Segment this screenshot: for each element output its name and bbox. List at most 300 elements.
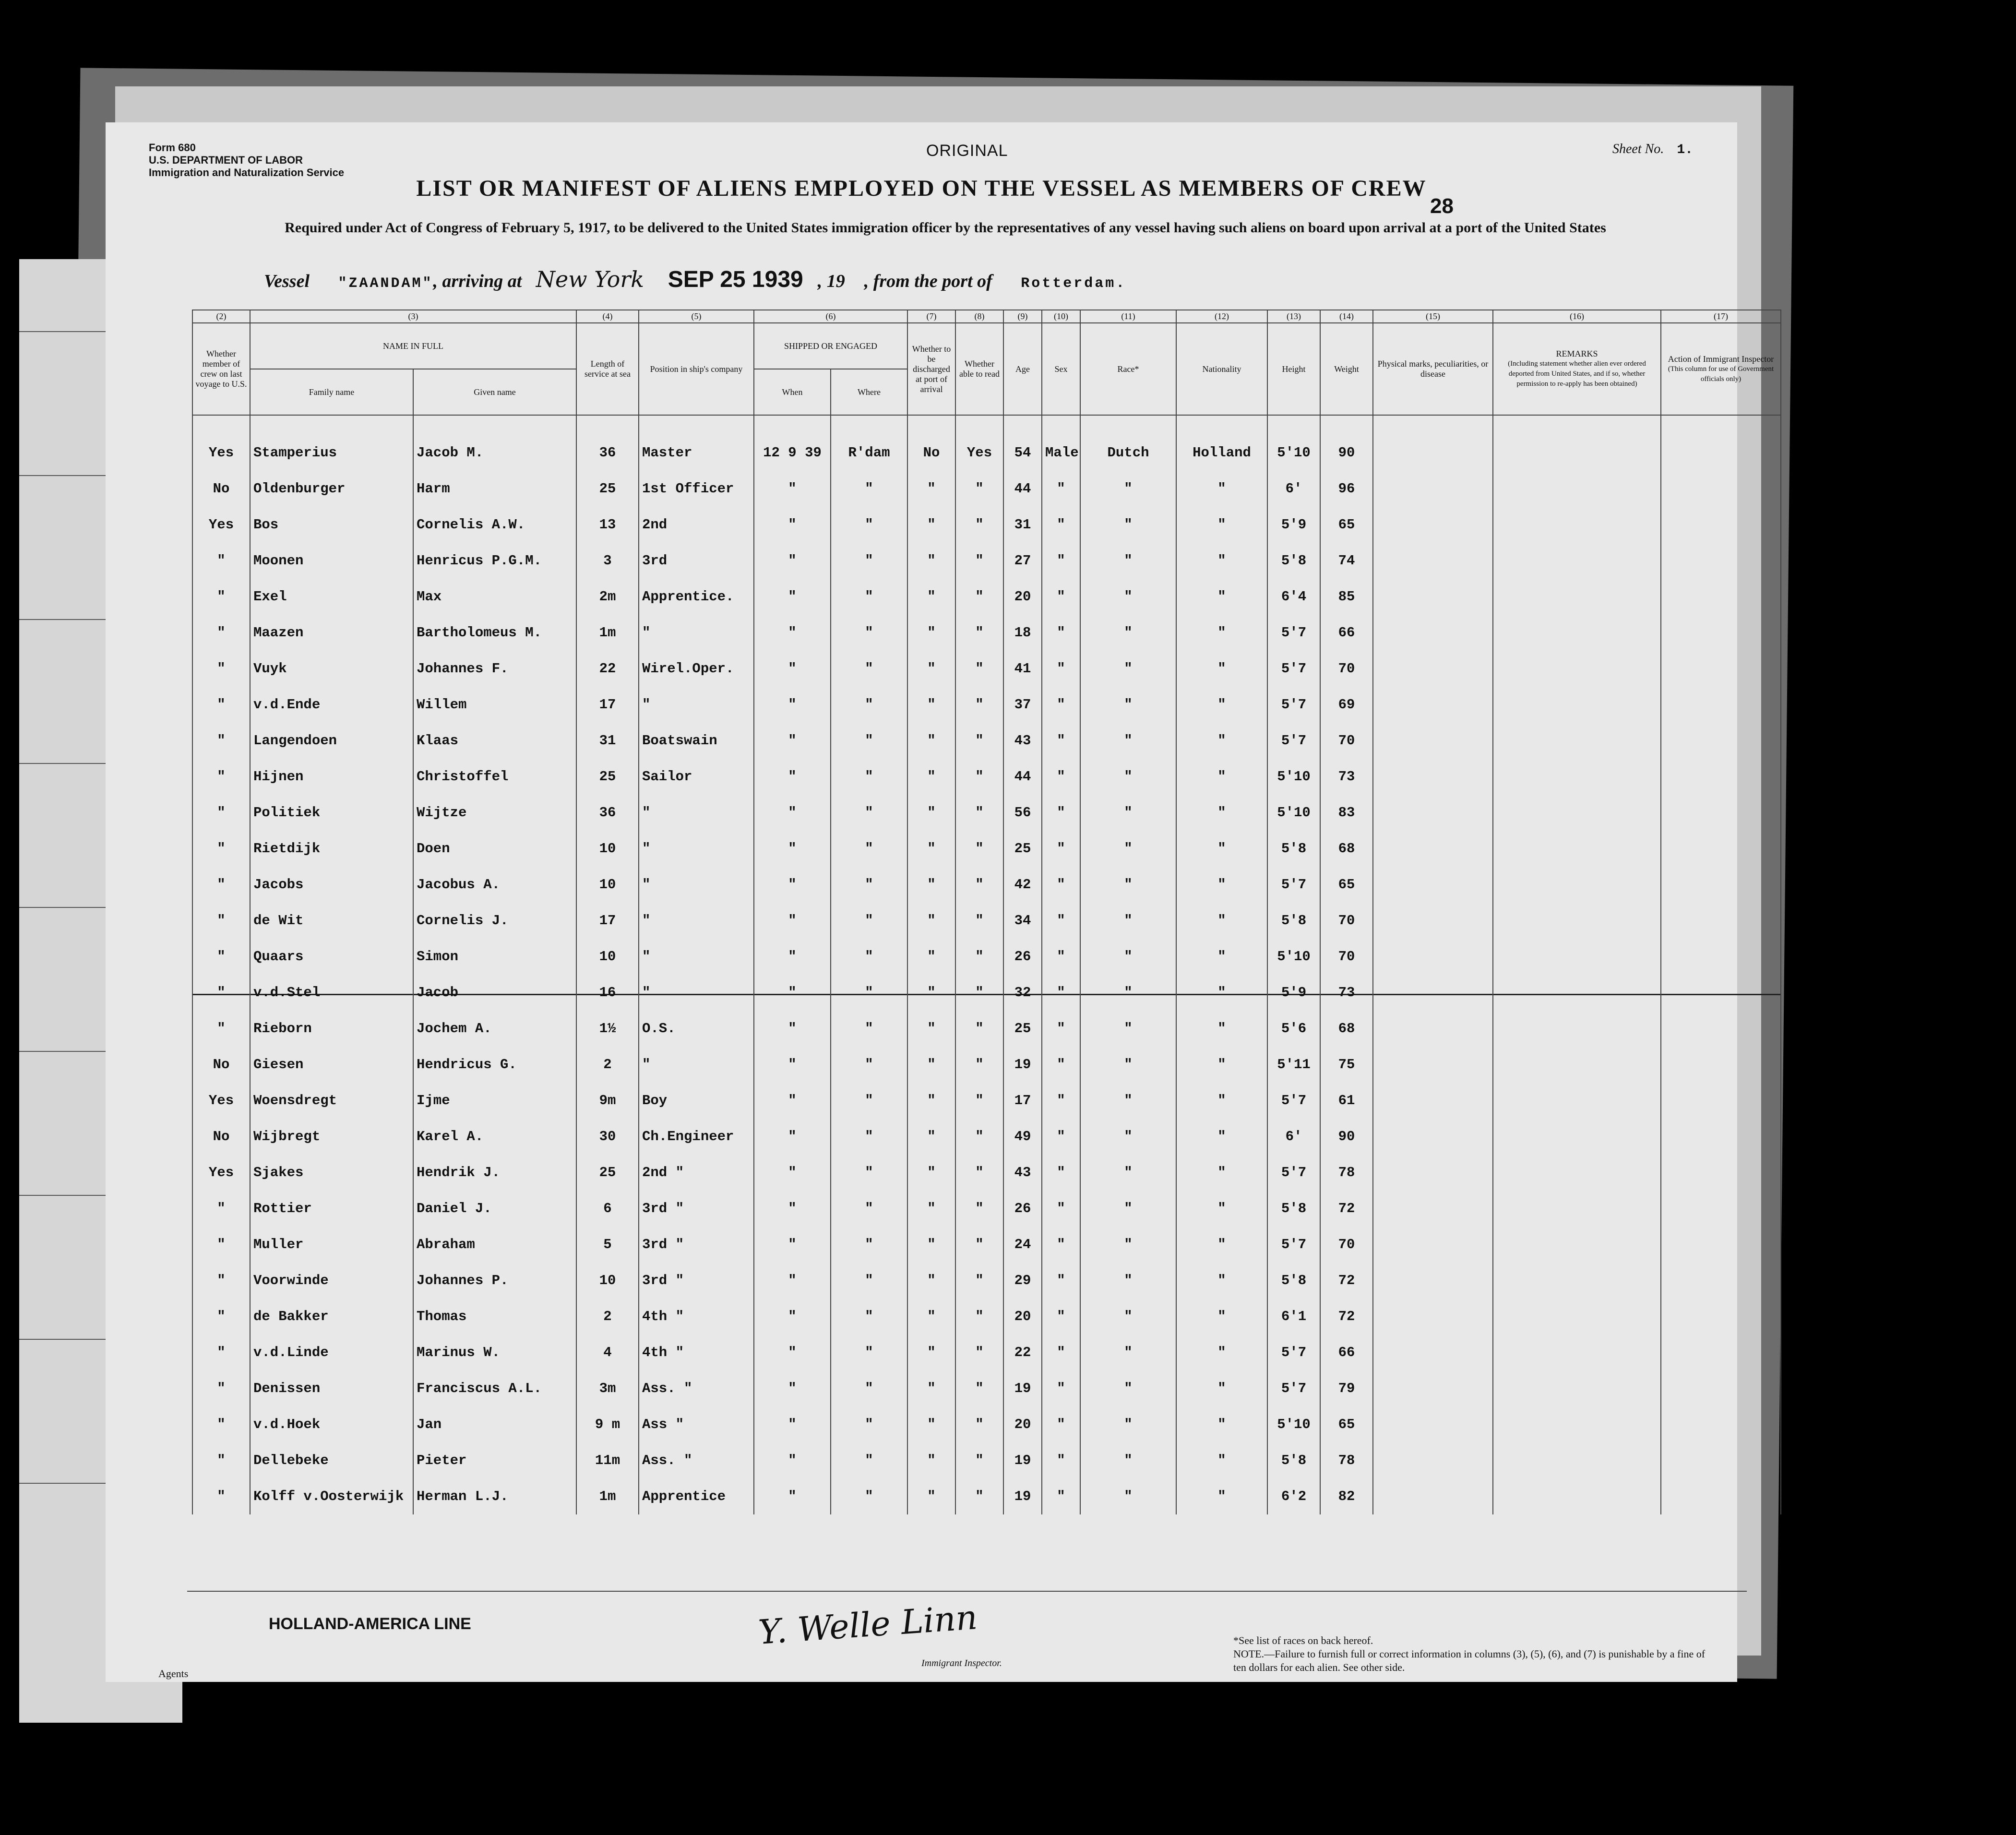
- cell-height: 6': [1267, 1119, 1320, 1155]
- cell-where: ": [831, 975, 907, 1011]
- cell-age: 32: [1003, 975, 1042, 1011]
- cell-nationality: ": [1176, 1047, 1267, 1083]
- header-action: [1661, 323, 1781, 415]
- cell-age: 20: [1003, 579, 1042, 615]
- cell-empty: [1373, 723, 1493, 759]
- cell-age: 19: [1003, 1478, 1042, 1514]
- cell-voyage: No: [192, 1047, 250, 1083]
- cell-discharged: ": [907, 975, 955, 1011]
- cell-when: ": [754, 795, 831, 831]
- agents-label: Agents: [158, 1668, 189, 1680]
- cell-empty: [1493, 615, 1661, 651]
- cell-where: ": [831, 759, 907, 795]
- cell-discharged: ": [907, 831, 955, 867]
- cell-read: ": [955, 1047, 1003, 1083]
- cell-when: ": [754, 903, 831, 939]
- cell-nationality: ": [1176, 1263, 1267, 1299]
- cell-empty: [1661, 723, 1781, 759]
- cell-nationality: ": [1176, 1406, 1267, 1442]
- cell-service: 10: [576, 1263, 639, 1299]
- cell-age: 29: [1003, 1263, 1042, 1299]
- crew-row: [192, 975, 1781, 1011]
- col-num: (13): [1267, 310, 1320, 323]
- cell-nationality: ": [1176, 939, 1267, 975]
- cell-service: 36: [576, 795, 639, 831]
- cell-service: 13: [576, 507, 639, 543]
- cell-weight: 85: [1320, 579, 1373, 615]
- cell-read: ": [955, 723, 1003, 759]
- department-name: U.S. DEPARTMENT OF LABOR: [149, 154, 303, 166]
- from-port: Rotterdam.: [1021, 275, 1127, 292]
- cell-nationality: ": [1176, 1191, 1267, 1227]
- cell-empty: [1493, 1011, 1661, 1047]
- cell-empty: [1493, 759, 1661, 795]
- cell-weight: 90: [1320, 415, 1373, 471]
- cell-read: ": [955, 1155, 1003, 1191]
- header-nationality: Nationality: [1176, 323, 1267, 415]
- col-num: (14): [1320, 310, 1373, 323]
- cell-family: Rietdijk: [250, 831, 413, 867]
- cell-nationality: ": [1176, 1119, 1267, 1155]
- crew-row: [192, 543, 1781, 579]
- cell-race: ": [1080, 1047, 1176, 1083]
- cell-family: Hijnen: [250, 759, 413, 795]
- cell-sex: ": [1042, 1227, 1080, 1263]
- cell-position: ": [639, 687, 754, 723]
- cell-when: ": [754, 651, 831, 687]
- cell-empty: [1493, 507, 1661, 543]
- cell-read: ": [955, 975, 1003, 1011]
- cell-where: ": [831, 1442, 907, 1478]
- cell-empty: [1661, 471, 1781, 507]
- cell-service: 10: [576, 939, 639, 975]
- cell-nationality: ": [1176, 579, 1267, 615]
- cell-weight: 65: [1320, 1406, 1373, 1442]
- cell-given: Pieter: [413, 1442, 576, 1478]
- cell-where: ": [831, 903, 907, 939]
- from-label: , from the port of: [864, 271, 992, 291]
- cell-weight: 69: [1320, 687, 1373, 723]
- header-height: Height: [1267, 323, 1320, 415]
- crew-row: [192, 651, 1781, 687]
- cell-discharged: ": [907, 795, 955, 831]
- cell-age: 24: [1003, 1227, 1042, 1263]
- crew-row: [192, 1155, 1781, 1191]
- cell-nationality: ": [1176, 903, 1267, 939]
- cell-empty: [1373, 795, 1493, 831]
- form-number: Form 680: [149, 142, 196, 154]
- cell-empty: [1493, 687, 1661, 723]
- cell-sex: Male: [1042, 415, 1080, 471]
- cell-race: ": [1080, 1119, 1176, 1155]
- header-shipped-engaged: SHIPPED OR ENGAGED: [754, 323, 907, 369]
- cell-when: ": [754, 759, 831, 795]
- cell-when: ": [754, 1406, 831, 1442]
- cell-nationality: ": [1176, 651, 1267, 687]
- cell-age: 20: [1003, 1299, 1042, 1335]
- cell-read: ": [955, 1119, 1003, 1155]
- cell-given: Hendricus G.: [413, 1047, 576, 1083]
- cell-position: ": [639, 975, 754, 1011]
- cell-position: 3rd ": [639, 1191, 754, 1227]
- cell-sex: ": [1042, 1335, 1080, 1370]
- cell-weight: 75: [1320, 1047, 1373, 1083]
- cell-empty: [1493, 543, 1661, 579]
- crew-row: [192, 1047, 1781, 1083]
- cell-voyage: Yes: [192, 507, 250, 543]
- cell-service: 11m: [576, 1442, 639, 1478]
- cell-where: ": [831, 1406, 907, 1442]
- cell-empty: [1373, 1011, 1493, 1047]
- cell-empty: [1373, 579, 1493, 615]
- cell-race: ": [1080, 723, 1176, 759]
- header-name-in-full: NAME IN FULL: [250, 323, 576, 369]
- cell-age: 44: [1003, 471, 1042, 507]
- cell-given: Simon: [413, 939, 576, 975]
- cell-family: Moonen: [250, 543, 413, 579]
- cell-voyage: Yes: [192, 415, 250, 471]
- cell-discharged: ": [907, 1370, 955, 1406]
- header-discharged: Whether to be discharged at port of arrival: [907, 323, 955, 415]
- cell-position: Apprentice.: [639, 579, 754, 615]
- cell-sex: ": [1042, 1011, 1080, 1047]
- cell-given: Harm: [413, 471, 576, 507]
- cell-family: Politiek: [250, 795, 413, 831]
- cell-position: Master: [639, 415, 754, 471]
- cell-empty: [1493, 1119, 1661, 1155]
- cell-empty: [1493, 1227, 1661, 1263]
- cell-position: Boy: [639, 1083, 754, 1119]
- crew-row: [192, 759, 1781, 795]
- header-weight: Weight: [1320, 323, 1373, 415]
- cell-height: 6'1: [1267, 1299, 1320, 1335]
- crew-row: [192, 1263, 1781, 1299]
- cell-height: 5'7: [1267, 615, 1320, 651]
- cell-nationality: ": [1176, 543, 1267, 579]
- cell-weight: 96: [1320, 471, 1373, 507]
- cell-height: 5'7: [1267, 723, 1320, 759]
- cell-empty: [1661, 1227, 1781, 1263]
- inspector-label: Immigrant Inspector.: [921, 1658, 1002, 1668]
- cell-empty: [1493, 1406, 1661, 1442]
- cell-empty: [1661, 1263, 1781, 1299]
- cell-given: Doen: [413, 831, 576, 867]
- cell-race: ": [1080, 939, 1176, 975]
- cell-age: 18: [1003, 615, 1042, 651]
- arriving-port: New York: [536, 266, 644, 292]
- cell-empty: [1661, 1083, 1781, 1119]
- cell-weight: 72: [1320, 1299, 1373, 1335]
- crew-row: [192, 1011, 1781, 1047]
- cell-family: Maazen: [250, 615, 413, 651]
- cell-weight: 65: [1320, 507, 1373, 543]
- cell-voyage: ": [192, 1011, 250, 1047]
- header-able-read: Whether able to read: [955, 323, 1003, 415]
- cell-empty: [1661, 507, 1781, 543]
- cell-when: ": [754, 867, 831, 903]
- cell-when: ": [754, 471, 831, 507]
- cell-nationality: ": [1176, 1299, 1267, 1335]
- manifest-sheet: [106, 122, 1774, 1682]
- cell-weight: 82: [1320, 1478, 1373, 1514]
- header-family-name: Family name: [250, 369, 413, 415]
- cell-weight: 65: [1320, 867, 1373, 903]
- cell-position: 2nd ": [639, 1155, 754, 1191]
- cell-discharged: ": [907, 615, 955, 651]
- remarks-title: REMARKS: [1556, 349, 1598, 358]
- vessel-name: "ZAANDAM": [338, 275, 433, 292]
- cell-service: 4: [576, 1335, 639, 1370]
- col-num: (3): [250, 310, 576, 323]
- cell-service: 17: [576, 687, 639, 723]
- cell-family: de Wit: [250, 903, 413, 939]
- cell-empty: [1373, 1406, 1493, 1442]
- crew-row: [192, 615, 1781, 651]
- sheet-number: [1612, 142, 1693, 157]
- cell-given: Jacob: [413, 975, 576, 1011]
- cell-family: Woensdregt: [250, 1083, 413, 1119]
- cell-position: Wirel.Oper.: [639, 651, 754, 687]
- cell-discharged: ": [907, 1083, 955, 1119]
- crew-row: [192, 507, 1781, 543]
- footer-notes: [1233, 1634, 1713, 1674]
- cell-height: 5'7: [1267, 1370, 1320, 1406]
- col-num: (12): [1176, 310, 1267, 323]
- cell-position: Apprentice: [639, 1478, 754, 1514]
- cell-nationality: ": [1176, 795, 1267, 831]
- cell-nationality: ": [1176, 471, 1267, 507]
- cell-family: Stamperius: [250, 415, 413, 471]
- cell-family: Muller: [250, 1227, 413, 1263]
- cell-voyage: ": [192, 687, 250, 723]
- cell-empty: [1373, 1299, 1493, 1335]
- cell-read: ": [955, 651, 1003, 687]
- cell-race: ": [1080, 795, 1176, 831]
- cell-voyage: ": [192, 903, 250, 939]
- cell-position: O.S.: [639, 1011, 754, 1047]
- cell-where: ": [831, 867, 907, 903]
- cell-given: Wijtze: [413, 795, 576, 831]
- cell-empty: [1373, 507, 1493, 543]
- cell-height: 5'7: [1267, 1155, 1320, 1191]
- cell-height: 5'10: [1267, 759, 1320, 795]
- cell-empty: [1373, 415, 1493, 471]
- cell-voyage: ": [192, 579, 250, 615]
- cell-empty: [1493, 1478, 1661, 1514]
- cell-family: Exel: [250, 579, 413, 615]
- cell-service: 10: [576, 867, 639, 903]
- cell-height: 5'8: [1267, 1191, 1320, 1227]
- cell-discharged: ": [907, 1155, 955, 1191]
- action-note: (This column for use of Government officials only): [1668, 365, 1774, 383]
- cell-empty: [1493, 1047, 1661, 1083]
- cell-empty: [1493, 1335, 1661, 1370]
- cell-empty: [1493, 415, 1661, 471]
- cell-nationality: ": [1176, 975, 1267, 1011]
- cell-empty: [1661, 579, 1781, 615]
- crew-row: [192, 1119, 1781, 1155]
- cell-sex: ": [1042, 795, 1080, 831]
- cell-sex: ": [1042, 651, 1080, 687]
- cell-discharged: ": [907, 543, 955, 579]
- cell-family: Kolff v.Oosterwijk: [250, 1478, 413, 1514]
- cell-sex: ": [1042, 1442, 1080, 1478]
- cell-sex: ": [1042, 615, 1080, 651]
- cell-when: ": [754, 1227, 831, 1263]
- cell-given: Willem: [413, 687, 576, 723]
- cell-discharged: ": [907, 1119, 955, 1155]
- cell-sex: ": [1042, 759, 1080, 795]
- cell-service: 22: [576, 651, 639, 687]
- cell-where: ": [831, 1263, 907, 1299]
- cell-weight: 68: [1320, 831, 1373, 867]
- cell-when: ": [754, 507, 831, 543]
- cell-where: ": [831, 1083, 907, 1119]
- cell-family: v.d.Ende: [250, 687, 413, 723]
- cell-position: ": [639, 903, 754, 939]
- cell-empty: [1373, 1478, 1493, 1514]
- cell-race: ": [1080, 759, 1176, 795]
- cell-age: 20: [1003, 1406, 1042, 1442]
- cell-where: ": [831, 1119, 907, 1155]
- cell-nationality: ": [1176, 687, 1267, 723]
- cell-race: ": [1080, 471, 1176, 507]
- cell-empty: [1373, 867, 1493, 903]
- cell-weight: 70: [1320, 1227, 1373, 1263]
- cell-sex: ": [1042, 1299, 1080, 1335]
- cell-given: Bartholomeus M.: [413, 615, 576, 651]
- cell-when: 12 9 39: [754, 415, 831, 471]
- cell-voyage: ": [192, 831, 250, 867]
- cell-sex: ": [1042, 1191, 1080, 1227]
- cell-height: 5'8: [1267, 1442, 1320, 1478]
- cell-given: Jan: [413, 1406, 576, 1442]
- cell-discharged: ": [907, 759, 955, 795]
- crew-row: [192, 831, 1781, 867]
- cell-race: ": [1080, 1083, 1176, 1119]
- cell-height: 5'7: [1267, 1335, 1320, 1370]
- cell-read: Yes: [955, 415, 1003, 471]
- cell-where: ": [831, 687, 907, 723]
- cell-position: ": [639, 615, 754, 651]
- cell-race: ": [1080, 687, 1176, 723]
- crew-row: [192, 687, 1781, 723]
- cell-service: 25: [576, 759, 639, 795]
- cell-family: Langendoen: [250, 723, 413, 759]
- cell-nationality: ": [1176, 615, 1267, 651]
- cell-age: 56: [1003, 795, 1042, 831]
- footer-divider: [187, 1591, 1747, 1592]
- cell-nationality: ": [1176, 867, 1267, 903]
- cell-empty: [1373, 1227, 1493, 1263]
- cell-empty: [1661, 903, 1781, 939]
- cell-empty: [1661, 1011, 1781, 1047]
- cell-weight: 68: [1320, 1011, 1373, 1047]
- cell-sex: ": [1042, 507, 1080, 543]
- cell-empty: [1661, 867, 1781, 903]
- cell-height: 6': [1267, 471, 1320, 507]
- crew-row: [192, 1478, 1781, 1514]
- inspector-signature: Y. Welle Linn: [757, 1597, 979, 1652]
- cell-empty: [1661, 1370, 1781, 1406]
- cell-sex: ": [1042, 1083, 1080, 1119]
- cell-voyage: ": [192, 1406, 250, 1442]
- cell-empty: [1493, 831, 1661, 867]
- cell-age: 34: [1003, 903, 1042, 939]
- cell-nationality: ": [1176, 831, 1267, 867]
- crew-row: [192, 1191, 1781, 1227]
- cell-when: ": [754, 1155, 831, 1191]
- cell-family: Oldenburger: [250, 471, 413, 507]
- cell-nationality: ": [1176, 1227, 1267, 1263]
- header-physical-marks: Physical marks, peculiarities, or disease: [1373, 323, 1493, 415]
- cell-read: ": [955, 795, 1003, 831]
- cell-empty: [1373, 543, 1493, 579]
- cell-height: 6'4: [1267, 579, 1320, 615]
- cell-when: ": [754, 1478, 831, 1514]
- document-title: LIST OR MANIFEST OF ALIENS EMPLOYED ON THE VESSEL AS MEMBERS OF CREW: [416, 176, 1427, 201]
- cell-position: Ch.Engineer: [639, 1119, 754, 1155]
- header-race: Race*: [1080, 323, 1176, 415]
- cell-empty: [1373, 687, 1493, 723]
- cell-read: ": [955, 687, 1003, 723]
- date-stamp: SEP 25 1939: [668, 267, 803, 292]
- cell-empty: [1373, 1119, 1493, 1155]
- cell-age: 26: [1003, 1191, 1042, 1227]
- cell-empty: [1493, 975, 1661, 1011]
- cell-sex: ": [1042, 723, 1080, 759]
- cell-empty: [1661, 975, 1781, 1011]
- cell-weight: 70: [1320, 939, 1373, 975]
- cell-weight: 83: [1320, 795, 1373, 831]
- cell-age: 49: [1003, 1119, 1042, 1155]
- cell-discharged: ": [907, 579, 955, 615]
- cell-height: 5'10: [1267, 415, 1320, 471]
- cell-discharged: ": [907, 1047, 955, 1083]
- cell-position: ": [639, 795, 754, 831]
- cell-voyage: ": [192, 723, 250, 759]
- cell-weight: 70: [1320, 651, 1373, 687]
- cell-given: Henricus P.G.M.: [413, 543, 576, 579]
- cell-empty: [1493, 1370, 1661, 1406]
- cell-empty: [1493, 1442, 1661, 1478]
- cell-race: ": [1080, 1191, 1176, 1227]
- cell-position: 4th ": [639, 1299, 754, 1335]
- cell-voyage: ": [192, 795, 250, 831]
- cell-when: ": [754, 939, 831, 975]
- cell-age: 43: [1003, 1155, 1042, 1191]
- crew-row: [192, 415, 1781, 471]
- cell-where: ": [831, 471, 907, 507]
- cell-empty: [1661, 1406, 1781, 1442]
- cell-discharged: ": [907, 939, 955, 975]
- cell-race: ": [1080, 975, 1176, 1011]
- cell-height: 5'10: [1267, 795, 1320, 831]
- cell-position: 2nd: [639, 507, 754, 543]
- cell-race: ": [1080, 651, 1176, 687]
- cell-nationality: ": [1176, 1011, 1267, 1047]
- cell-service: 9m: [576, 1083, 639, 1119]
- crew-row: [192, 1406, 1781, 1442]
- cell-sex: ": [1042, 1047, 1080, 1083]
- cell-where: ": [831, 543, 907, 579]
- cell-family: Wijbregt: [250, 1119, 413, 1155]
- cell-service: 1m: [576, 615, 639, 651]
- cell-read: ": [955, 1299, 1003, 1335]
- cell-family: Rieborn: [250, 1011, 413, 1047]
- cell-read: ": [955, 867, 1003, 903]
- cell-read: ": [955, 1406, 1003, 1442]
